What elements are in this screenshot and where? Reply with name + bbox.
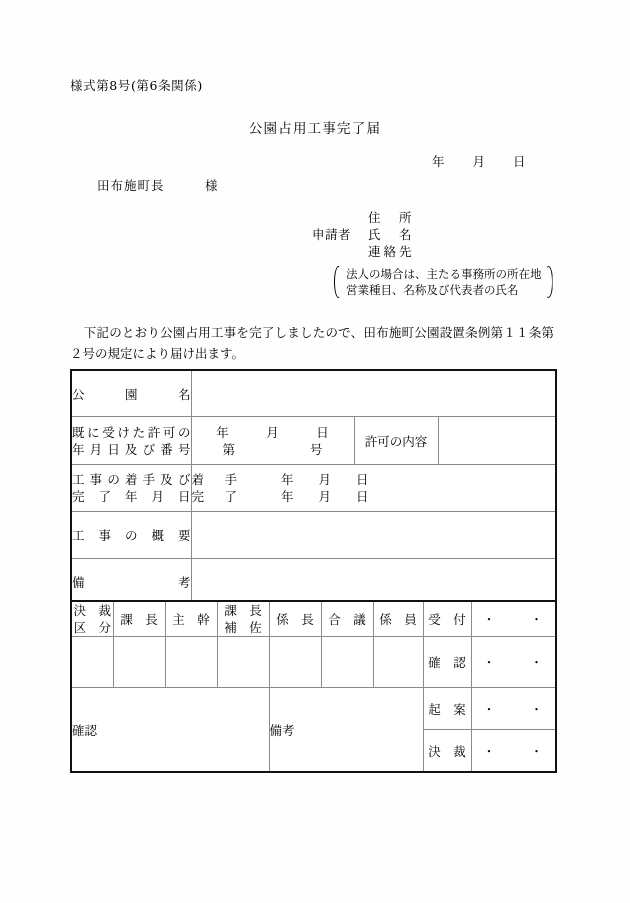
label-work-summary: 工 事 の 概 要 (71, 512, 191, 559)
table-row-work-dates (71, 465, 556, 512)
field-work-dates[interactable] (191, 465, 556, 512)
label-confirmation-notes: 確認 (72, 722, 98, 738)
label-section-chief: 課 長 (113, 601, 165, 637)
label-deputy-section-chief: 課 長 補 佐 (217, 601, 269, 637)
label-work-dates: 工 事 の 着 手 及 び 完 了 年 月 日 (71, 465, 191, 512)
label-remarks: 備 考 (71, 559, 191, 606)
work-end-label: 完 了 (191, 489, 242, 504)
signature-chief[interactable] (269, 637, 321, 688)
form-code: 様式第8号(第6条関係) (70, 78, 203, 93)
label-approval-remarks: 備考 (269, 722, 295, 738)
field-permit-date-number[interactable] (191, 417, 354, 465)
field-drafting-date[interactable]: ・ ・ (471, 688, 556, 730)
table-row-work-summary (71, 512, 556, 559)
label-chief: 係 長 (269, 601, 321, 637)
submission-date-line: 年 月 日 (432, 154, 527, 169)
approval-header-row (71, 601, 556, 637)
applicant-block (312, 209, 415, 260)
label-confirmation: 確 認 (423, 637, 471, 688)
addressee: 田布施町長 様 (97, 178, 219, 193)
page-title: 公園占用工事完了届 (248, 121, 382, 137)
label-drafting: 起 案 (423, 688, 471, 730)
field-park-name[interactable] (191, 370, 556, 417)
field-confirmation-notes[interactable] (71, 688, 269, 773)
label-permit-content: 許可の内容 (354, 417, 438, 465)
field-approval-remarks[interactable] (269, 688, 423, 773)
permit-date-line: 年 月 日 (216, 424, 329, 440)
applicant-tag: 申請者 (312, 227, 352, 242)
permit-number-line: 第 号 (222, 441, 323, 457)
table-row-remarks (71, 559, 556, 606)
field-work-summary[interactable] (191, 512, 556, 559)
label-final-decision: 決 裁 (423, 730, 471, 773)
label-staff: 係 員 (373, 601, 423, 637)
corporate-note-text (343, 265, 544, 299)
table-row-permit (71, 417, 556, 465)
signature-staff[interactable] (373, 637, 423, 688)
body-paragraph (70, 322, 554, 364)
corporate-note (334, 265, 553, 299)
work-end-line (192, 488, 556, 505)
signature-section-chief[interactable] (113, 637, 165, 688)
brace-left-icon (334, 265, 343, 299)
signature-decision-division[interactable] (71, 637, 113, 688)
applicant-name-row (312, 226, 415, 243)
field-final-decision-date[interactable]: ・ ・ (471, 730, 556, 773)
approval-confirm-remarks-row-1 (71, 688, 556, 730)
label-senior-manager: 主 幹 (165, 601, 217, 637)
signature-senior-manager[interactable] (165, 637, 217, 688)
applicant-contact-label: 連絡先 (368, 244, 415, 259)
brace-right-icon (544, 265, 553, 299)
signature-deputy-section-chief[interactable] (217, 637, 269, 688)
body-paragraph-text: 下記のとおり公園占用工事を完了しましたので、田布施町公園設置条例第１１条第２号の規定により届け出ます。 (70, 325, 554, 361)
field-remarks[interactable] (191, 559, 556, 606)
corporate-note-line-1: 法人の場合は、主たる事務所の所在地 (346, 267, 542, 281)
signature-consultation[interactable] (321, 637, 373, 688)
main-form-table (70, 369, 557, 606)
label-permit-date-number: 既 に 受 け た 許 可 の 年 月 日 及 び 番 号 (71, 417, 191, 465)
corporate-note-line-2: 営業種目、名称及び代表者の氏名 (346, 283, 519, 297)
applicant-contact-row (312, 243, 415, 260)
work-start-line (192, 471, 556, 488)
label-consultation: 合 議 (321, 601, 373, 637)
work-start-label: 着 手 (191, 472, 242, 487)
work-end-date: 年 月 日 (281, 489, 369, 504)
work-start-date: 年 月 日 (281, 472, 369, 487)
applicant-address-row (312, 209, 415, 226)
approval-stamp-table (70, 600, 557, 773)
field-reception-date[interactable]: ・ ・ (471, 601, 556, 637)
table-row-park-name (71, 370, 556, 417)
label-reception: 受 付 (423, 601, 471, 637)
approval-signature-row (71, 637, 556, 688)
label-park-name: 公 園 名 (71, 370, 191, 417)
field-confirmation-date[interactable]: ・ ・ (471, 637, 556, 688)
applicant-name-label: 氏 名 (368, 227, 415, 242)
label-decision-division: 決 裁 区 分 (71, 601, 113, 637)
applicant-address-label: 住 所 (368, 210, 415, 225)
field-permit-content[interactable] (438, 417, 556, 465)
